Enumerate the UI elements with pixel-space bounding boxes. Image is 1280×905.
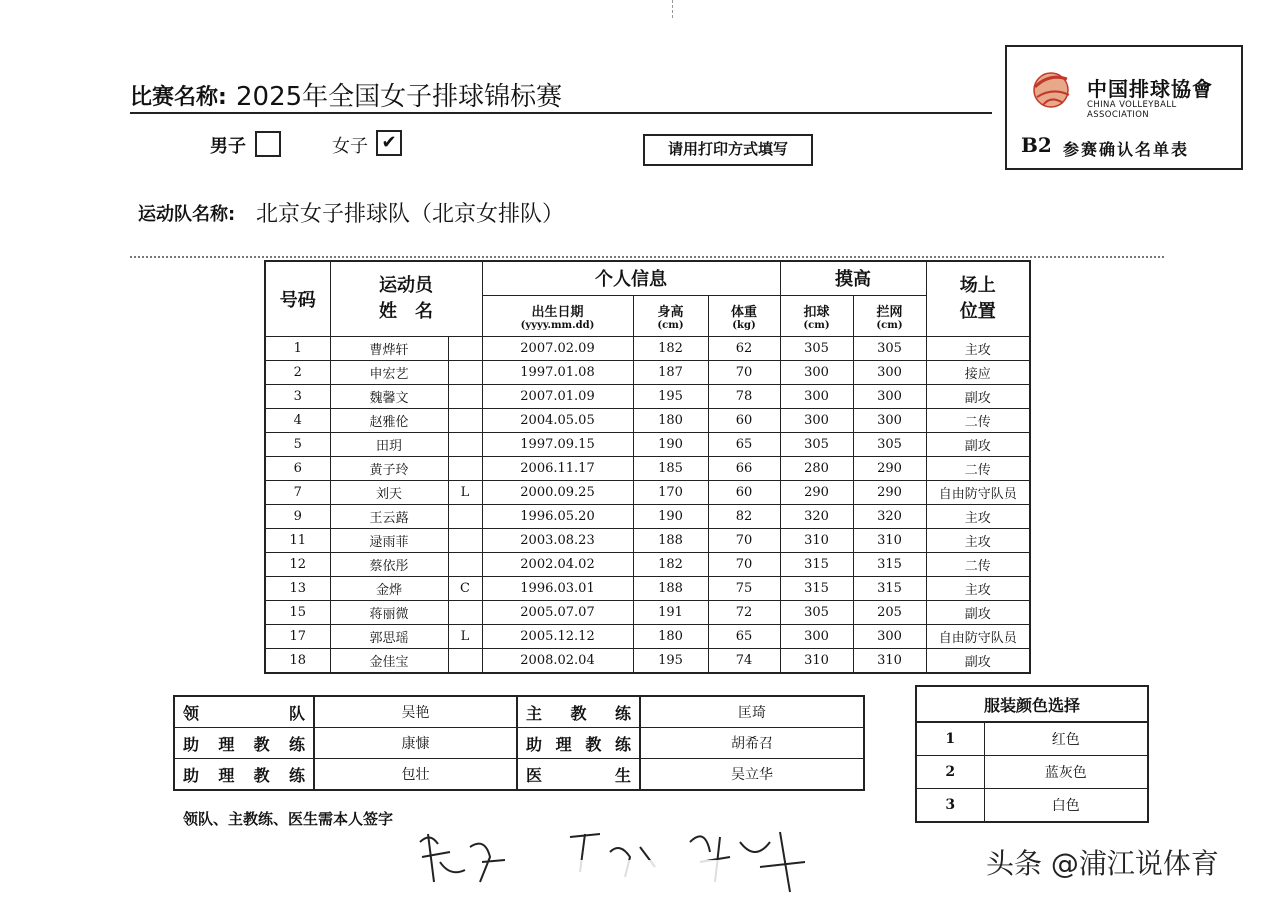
player-spike: 305 — [780, 432, 853, 456]
player-height: 195 — [633, 648, 708, 673]
table-row — [265, 336, 1030, 360]
player-spike: 300 — [780, 408, 853, 432]
player-mark — [448, 360, 482, 384]
head-coach-name: 匡琦 — [640, 696, 864, 728]
player-weight: 82 — [708, 504, 780, 528]
uniform-number: 1 — [916, 722, 984, 756]
player-height: 187 — [633, 360, 708, 384]
player-weight: 70 — [708, 528, 780, 552]
player-position: 二传 — [926, 456, 1030, 480]
player-number: 3 — [265, 384, 330, 408]
form-code: B2 — [1021, 133, 1052, 157]
dotted-divider — [130, 256, 1164, 258]
association-logo-box — [1005, 45, 1243, 170]
player-name: 郭思瑶 — [330, 624, 448, 648]
uniform-title: 服装颜色选择 — [916, 686, 1148, 722]
player-mark — [448, 648, 482, 673]
player-position: 副攻 — [926, 648, 1030, 673]
player-weight: 62 — [708, 336, 780, 360]
col-header-personal: 个人信息 — [482, 261, 780, 295]
weight-label: 体重 — [730, 304, 757, 320]
player-block: 300 — [853, 384, 926, 408]
player-mark — [448, 504, 482, 528]
player-name: 黄子玲 — [330, 456, 448, 480]
birth-format: (yyyy.mm.dd) — [520, 319, 595, 331]
position-header-line2: 位置 — [959, 300, 996, 322]
table-row — [265, 408, 1030, 432]
player-mark — [448, 384, 482, 408]
player-name: 逯雨菲 — [330, 528, 448, 552]
player-spike: 310 — [780, 648, 853, 673]
player-number: 18 — [265, 648, 330, 673]
signature-note: 领队、主教练、医生需本人签字 — [183, 810, 394, 828]
player-name: 申宏艺 — [330, 360, 448, 384]
player-spike: 290 — [780, 480, 853, 504]
player-spike: 305 — [780, 336, 853, 360]
player-name: 蔡依彤 — [330, 552, 448, 576]
player-block: 290 — [853, 480, 926, 504]
player-position: 接应 — [926, 360, 1030, 384]
player-birth: 2005.07.07 — [482, 600, 633, 624]
player-name: 田玥 — [330, 432, 448, 456]
player-birth: 2002.04.02 — [482, 552, 633, 576]
logo-en-text: CHINA VOLLEYBALL ASSOCIATION — [1087, 100, 1177, 120]
player-number: 4 — [265, 408, 330, 432]
player-position: 主攻 — [926, 576, 1030, 600]
player-spike: 315 — [780, 552, 853, 576]
player-position: 自由防守队员 — [926, 624, 1030, 648]
player-number: 12 — [265, 552, 330, 576]
player-weight: 65 — [708, 624, 780, 648]
player-spike: 300 — [780, 624, 853, 648]
player-weight: 72 — [708, 600, 780, 624]
player-height: 182 — [633, 336, 708, 360]
player-name: 赵雅伦 — [330, 408, 448, 432]
birth-label: 出生日期 — [531, 304, 584, 320]
col-header-number: 号码 — [265, 261, 330, 336]
player-number: 2 — [265, 360, 330, 384]
title-underline — [130, 112, 992, 114]
player-position: 副攻 — [926, 432, 1030, 456]
player-height: 190 — [633, 504, 708, 528]
player-birth: 1997.09.15 — [482, 432, 633, 456]
player-birth: 2008.02.04 — [482, 648, 633, 673]
player-weight: 74 — [708, 648, 780, 673]
player-mark — [448, 456, 482, 480]
player-block: 315 — [853, 576, 926, 600]
fold-line — [672, 0, 673, 18]
player-height: 191 — [633, 600, 708, 624]
player-number: 9 — [265, 504, 330, 528]
table-row — [265, 600, 1030, 624]
assistant-coach-label: 助理教练 — [517, 728, 640, 759]
uniform-number: 3 — [916, 789, 984, 823]
table-row — [265, 432, 1030, 456]
player-birth: 2005.12.12 — [482, 624, 633, 648]
col-header-spike — [780, 295, 853, 336]
player-height: 182 — [633, 552, 708, 576]
player-height: 190 — [633, 432, 708, 456]
player-position: 副攻 — [926, 600, 1030, 624]
uniform-color: 白色 — [984, 789, 1148, 823]
player-block: 310 — [853, 648, 926, 673]
player-spike: 280 — [780, 456, 853, 480]
staff-table — [173, 695, 865, 791]
table-row — [265, 624, 1030, 648]
col-header-athlete — [330, 261, 482, 336]
player-position: 二传 — [926, 408, 1030, 432]
player-birth: 2007.01.09 — [482, 384, 633, 408]
player-birth: 2000.09.25 — [482, 480, 633, 504]
player-weight: 70 — [708, 552, 780, 576]
player-weight: 60 — [708, 480, 780, 504]
player-name: 刘天 — [330, 480, 448, 504]
team-label: 运动队名称: — [138, 204, 236, 225]
player-mark — [448, 432, 482, 456]
player-number: 1 — [265, 336, 330, 360]
player-number: 13 — [265, 576, 330, 600]
player-birth: 1997.01.08 — [482, 360, 633, 384]
table-row — [265, 384, 1030, 408]
table-row — [265, 528, 1030, 552]
player-mark — [448, 600, 482, 624]
player-height: 180 — [633, 624, 708, 648]
block-unit: (cm) — [876, 319, 903, 331]
player-number: 15 — [265, 600, 330, 624]
competition-name: 2025年全国女子排球锦标赛 — [236, 82, 563, 112]
player-block: 300 — [853, 360, 926, 384]
player-number: 6 — [265, 456, 330, 480]
col-header-birth — [482, 295, 633, 336]
player-birth: 2006.11.17 — [482, 456, 633, 480]
player-position: 主攻 — [926, 528, 1030, 552]
table-row — [265, 360, 1030, 384]
player-birth: 1996.03.01 — [482, 576, 633, 600]
player-block: 300 — [853, 408, 926, 432]
player-spike: 320 — [780, 504, 853, 528]
table-row — [265, 576, 1030, 600]
player-name: 魏馨文 — [330, 384, 448, 408]
uniform-number: 2 — [916, 756, 984, 789]
player-mark — [448, 336, 482, 360]
player-number: 11 — [265, 528, 330, 552]
watermark: 头条 @浦江说体育 — [986, 847, 1219, 880]
leader-label: 领队 — [174, 696, 314, 728]
player-block: 315 — [853, 552, 926, 576]
player-number: 17 — [265, 624, 330, 648]
col-header-block — [853, 295, 926, 336]
player-name: 蒋丽微 — [330, 600, 448, 624]
player-mark — [448, 528, 482, 552]
player-height: 170 — [633, 480, 708, 504]
player-spike: 310 — [780, 528, 853, 552]
player-number: 7 — [265, 480, 330, 504]
player-mark: C — [448, 576, 482, 600]
table-row — [265, 480, 1030, 504]
table-row — [265, 504, 1030, 528]
player-weight: 78 — [708, 384, 780, 408]
player-block: 305 — [853, 336, 926, 360]
female-label: 女子 — [332, 136, 368, 157]
player-block: 310 — [853, 528, 926, 552]
player-weight: 75 — [708, 576, 780, 600]
player-block: 305 — [853, 432, 926, 456]
height-unit: (cm) — [657, 319, 684, 331]
player-birth: 1996.05.20 — [482, 504, 633, 528]
player-spike: 300 — [780, 384, 853, 408]
logo-cn-text: 中国排球協會 — [1087, 77, 1213, 101]
print-note: 请用打印方式填写 — [643, 134, 813, 166]
weight-unit: (kg) — [732, 319, 756, 331]
table-row — [265, 456, 1030, 480]
player-spike: 305 — [780, 600, 853, 624]
height-label: 身高 — [657, 304, 684, 320]
player-birth: 2004.05.05 — [482, 408, 633, 432]
assistant-coach-name: 康慷 — [314, 728, 517, 759]
player-name: 金佳宝 — [330, 648, 448, 673]
col-header-height — [633, 295, 708, 336]
doctor-label: 医生 — [517, 759, 640, 791]
athlete-header-line1: 运动员 — [379, 274, 433, 296]
assistant-coach-name: 包壮 — [314, 759, 517, 791]
player-spike: 300 — [780, 360, 853, 384]
player-position: 二传 — [926, 552, 1030, 576]
player-mark: L — [448, 624, 482, 648]
player-weight: 66 — [708, 456, 780, 480]
player-position: 主攻 — [926, 504, 1030, 528]
player-mark — [448, 552, 482, 576]
competition-label: 比赛名称: — [130, 85, 227, 110]
col-header-reach: 摸高 — [780, 261, 926, 295]
uniform-color: 红色 — [984, 722, 1148, 756]
player-height: 188 — [633, 576, 708, 600]
head-coach-label: 主教练 — [517, 696, 640, 728]
col-header-weight — [708, 295, 780, 336]
male-checkbox[interactable] — [255, 131, 281, 157]
position-header-line1: 场上 — [959, 274, 996, 296]
leader-name: 吴艳 — [314, 696, 517, 728]
male-label: 男子 — [210, 136, 246, 157]
player-name: 曹烨轩 — [330, 336, 448, 360]
table-row — [265, 552, 1030, 576]
player-spike: 315 — [780, 576, 853, 600]
assistant-coach-label: 助理教练 — [174, 728, 314, 759]
roster-body — [265, 336, 1030, 673]
athlete-header-line2: 姓 名 — [379, 300, 433, 322]
table-row — [265, 648, 1030, 673]
check-icon: ✔ — [381, 132, 397, 153]
handwritten-signatures — [410, 822, 830, 897]
form-title: 参赛确认名单表 — [1063, 140, 1190, 159]
player-block: 205 — [853, 600, 926, 624]
player-height: 180 — [633, 408, 708, 432]
spike-label: 扣球 — [803, 304, 830, 320]
player-mark — [448, 408, 482, 432]
player-position: 自由防守队员 — [926, 480, 1030, 504]
uniform-color-table — [915, 685, 1149, 823]
player-weight: 65 — [708, 432, 780, 456]
assistant-coach-label: 助理教练 — [174, 759, 314, 791]
doctor-name: 吴立华 — [640, 759, 864, 791]
player-block: 290 — [853, 456, 926, 480]
player-name: 王云蕗 — [330, 504, 448, 528]
volleyball-logo-icon — [1029, 69, 1075, 111]
player-height: 188 — [633, 528, 708, 552]
player-block: 320 — [853, 504, 926, 528]
roster-table — [264, 260, 1031, 674]
player-height: 195 — [633, 384, 708, 408]
player-position: 副攻 — [926, 384, 1030, 408]
player-mark: L — [448, 480, 482, 504]
player-name: 金烨 — [330, 576, 448, 600]
col-header-position — [926, 261, 1030, 336]
team-name: 北京女子排球队（北京女排队） — [256, 202, 565, 227]
uniform-color: 蓝灰色 — [984, 756, 1148, 789]
female-checkbox[interactable] — [376, 130, 402, 156]
player-weight: 60 — [708, 408, 780, 432]
block-label: 拦网 — [876, 304, 903, 320]
player-position: 主攻 — [926, 336, 1030, 360]
player-number: 5 — [265, 432, 330, 456]
assistant-coach-name: 胡希召 — [640, 728, 864, 759]
player-height: 185 — [633, 456, 708, 480]
player-weight: 70 — [708, 360, 780, 384]
player-birth: 2007.02.09 — [482, 336, 633, 360]
player-block: 300 — [853, 624, 926, 648]
player-birth: 2003.08.23 — [482, 528, 633, 552]
spike-unit: (cm) — [803, 319, 830, 331]
